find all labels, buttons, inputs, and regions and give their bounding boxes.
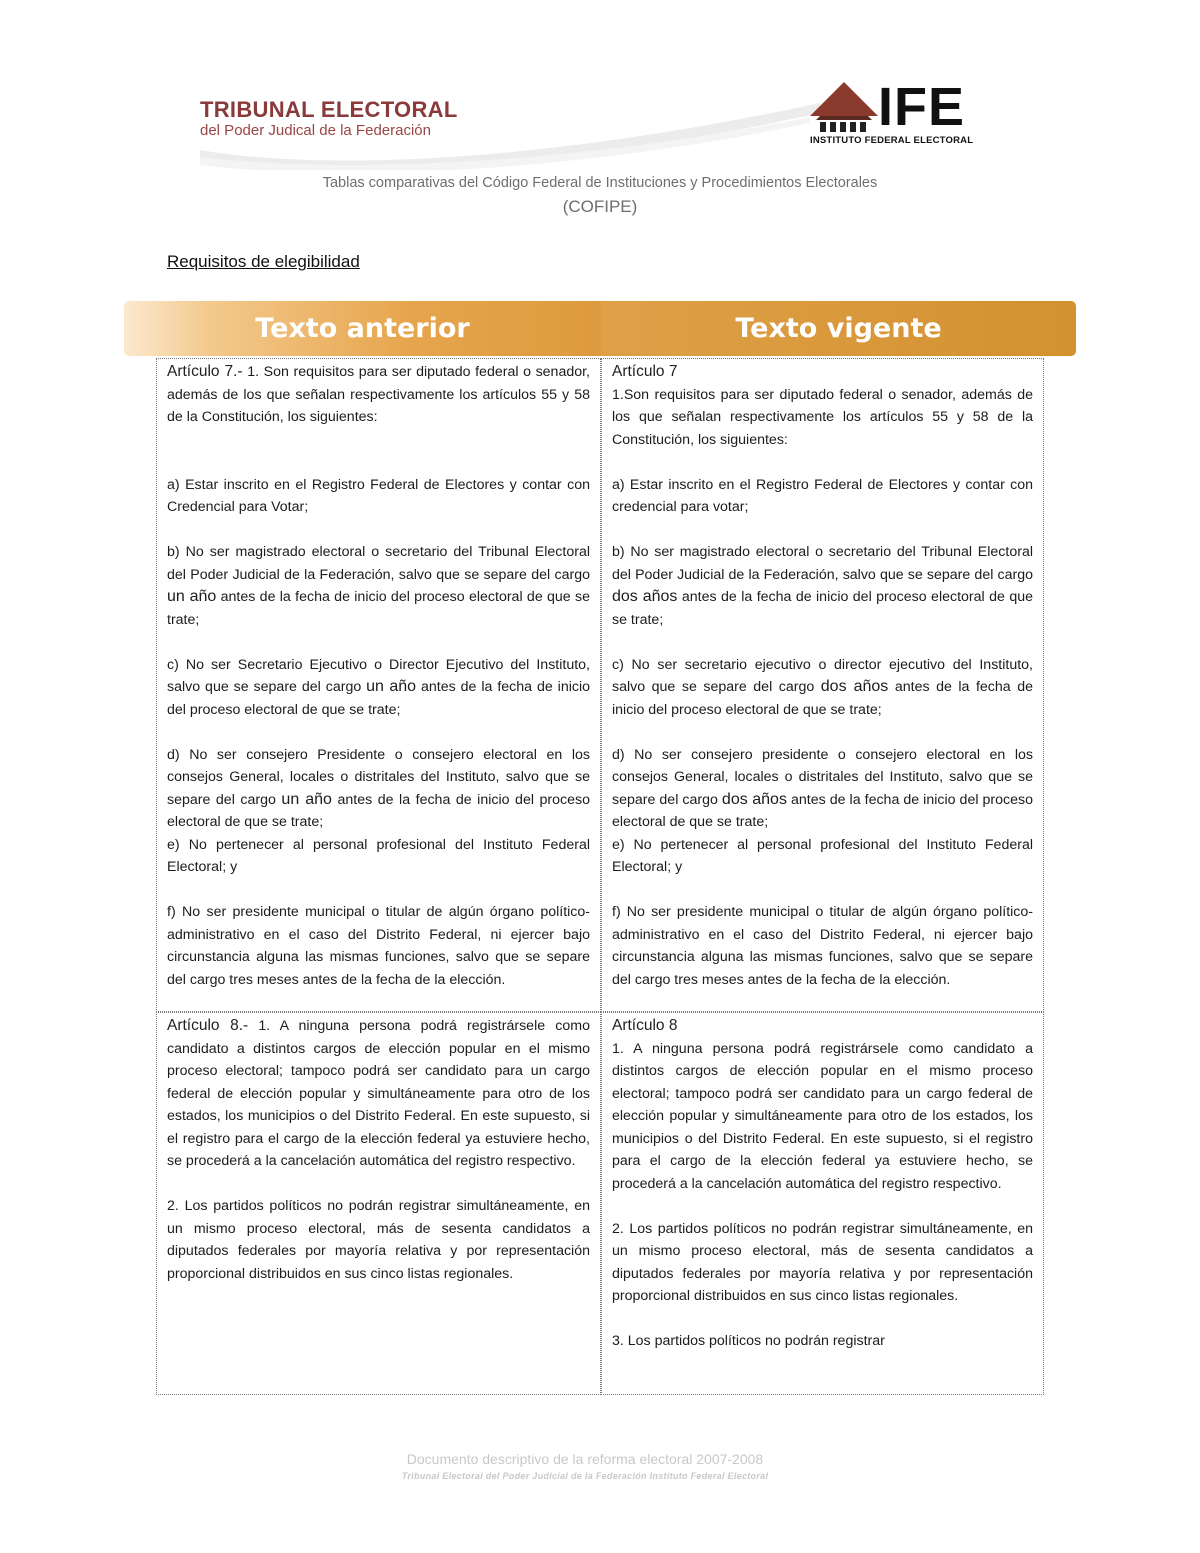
highlighted-term: un año [366,678,417,695]
tribunal-electoral-logo [200,98,458,140]
highlighted-term: un año [167,588,217,605]
paragraph-intro: 1.Son requisitos para ser diputado federal o senador, además de los que señalan respectivamente los artículos 55 y 58 de la Constitución, los siguientes: [612,386,1033,448]
article-heading: Artículo 8.- [167,1017,249,1034]
text-segment: b) No ser magistrado electoral o secretario del Tribunal Electoral del Poder Judicial de la Federación, salvo que se separe del cargo [167,544,590,583]
intro-text: 1. Son requisitos para ser diputado federal o senador, además de los que señalan respectivamente los artículos 55 y 58 de la Constitución, los siguientes: [167,364,590,425]
text-segment: antes de la fecha de inicio del proceso electoral de que se trate; [167,589,591,628]
paragraph-a: a) Estar inscrito en el Registro Federal de Electores y contar con credencial para votar; [612,476,1033,515]
paragraph-f: f) No ser presidente municipal o titular de algún órgano político-administrativo en el caso del Distrito Federal, ni ejercer bajo circunstancia alguna las mismas funciones, salvo que se separe del cargo tres meses antes de la fecha de la elección. [167,904,590,988]
text-segment: antes de la fecha de inicio del proceso electoral de que se trate; [612,589,1034,628]
column-header-current-text: Texto vigente [601,301,1076,356]
ife-caption: INSTITUTO FEDERAL ELECTORAL [810,135,974,146]
table-cell-article-7-current [601,358,1044,1012]
column-header-previous-text: Texto anterior [124,301,601,356]
text-segment: c) No ser Secretario Ejecutivo o Director Ejecutivo del Instituto, salvo que se separe del cargo [167,656,590,695]
document-subtitle: (COFIPE) [562,197,638,216]
paragraph-c [167,654,590,722]
article-heading: Artículo 8 [612,1017,678,1034]
paragraph-intro [167,361,590,429]
footer-document-description: Documento descriptivo de la reforma electoral 2007-2008 [406,1451,764,1467]
text-segment: antes de la fecha de inicio del proceso electoral de que se trate; [167,679,591,718]
paragraph-e: e) No pertenecer al personal profesional del Instituto Federal Electoral; y [167,836,590,875]
text-segment: d) No ser consejero Presidente o consejero electoral en los consejos General, locales o distritales del Instituto, salvo que se separe del cargo [167,746,590,808]
table-cell-article-7-previous [156,358,601,1012]
ife-logo [810,77,995,148]
text-segment: c) No ser secretario ejecutivo o director ejecutivo del Instituto, salvo que se separe del cargo [612,656,1033,695]
text-segment: antes de la fecha de inicio del proceso electoral de que se trate; [612,791,1033,830]
paragraph-a: a) Estar inscrito en el Registro Federal de Electores y contar con Credencial para Votar; [167,476,590,515]
document-title: Tablas comparativas del Código Federal de Instituciones y Procedimientos Electorales [322,175,878,191]
paragraph-3: 3. Los partidos políticos no podrán registrar [612,1333,885,1349]
footer-institutions: Tribunal Electoral del Poder Judicial de la Federación Instituto Federal Electoral [401,1471,769,1481]
paragraph-d [167,744,590,834]
paragraph-text: 1. A ninguna persona podrá registrársele como candidato a distintos cargos de elección popular en el mismo proceso electoral; tampoco podrá ser candidato para un cargo federal de elección popular y simultáneamente para otro de los estados, los municipios o del Distrito Federal. En este supuesto, si el registro para el cargo de la elección federal ya estuviere hecho, se procederá a la cancelación automática del registro respectivo. [167,1018,590,1169]
ife-emblem-icon [810,82,880,134]
paragraph-b [612,541,1033,631]
paragraph-b [167,541,590,631]
article-heading: Artículo 7.- [167,363,243,380]
tribunal-subtitle: del Poder Judical de la Federación [200,122,431,139]
paragraph-1: 1. A ninguna persona podrá registrársele como candidato a distintos cargos de elección popular en el mismo proceso electoral; tampoco podrá ser candidato para un cargo federal de elección popular y simultáneamente para otro de los estados, los municipios o del Distrito Federal. En este supuesto, si el registro para el cargo de la elección federal ya estuviere hecho, se procederá a la cancelación automática del registro respectivo. [612,1040,1033,1192]
text-segment: b) No ser magistrado electoral o secretario del Tribunal Electoral del Poder Judicial de la Federación, salvo que se separe del cargo [612,544,1033,583]
ife-logo-text: IFE [878,77,966,137]
paragraph-2: 2. Los partidos políticos no podrán registrar simultáneamente, en un mismo proceso electoral, más de sesenta candidatos a diputados federales por mayoría relativa y por representación proporcional distribuidos en sus cinco listas regionales. [612,1220,1033,1304]
text-segment: d) No ser consejero presidente o consejero electoral en los consejos General, locales o distritales del Instituto, salvo que se separe del cargo [612,746,1033,808]
paragraph-d [612,744,1033,834]
tribunal-title: TRIBUNAL ELECTORAL [200,97,458,122]
paragraph-2: 2. Los partidos políticos no podrán registrar simultáneamente, en un mismo proceso electoral, más de sesenta candidatos a diputados federales por mayoría relativa y por representación proporcional distribuidos en sus cinco listas regionales. [167,1198,590,1282]
table-cell-article-8-previous [156,1012,601,1395]
highlighted-term: dos años [820,678,889,695]
paragraph-f: f) No ser presidente municipal o titular de algún órgano político-administrativo en el caso del Distrito Federal, ni ejercer bajo circunstancia alguna las mismas funciones, salvo que se separe del cargo tres meses antes de la fecha de la elección. [612,904,1033,988]
paragraph-c [612,654,1033,722]
text-segment: antes de la fecha de inicio del proceso electoral de que se trate; [167,791,590,830]
text-segment: antes de la fecha de inicio del proceso electoral de que se trate; [612,679,1033,718]
highlighted-term: dos años [721,790,787,808]
paragraph-1 [167,1015,590,1173]
highlighted-term: dos años [612,588,678,605]
paragraph-e: e) No pertenecer al personal profesional del Instituto Federal Electoral; y [612,836,1033,875]
table-cell-article-8-current [601,1012,1044,1395]
section-title: Requisitos de elegibilidad [167,252,360,271]
highlighted-term: un año [281,790,332,808]
article-heading: Artículo 7 [612,363,678,380]
